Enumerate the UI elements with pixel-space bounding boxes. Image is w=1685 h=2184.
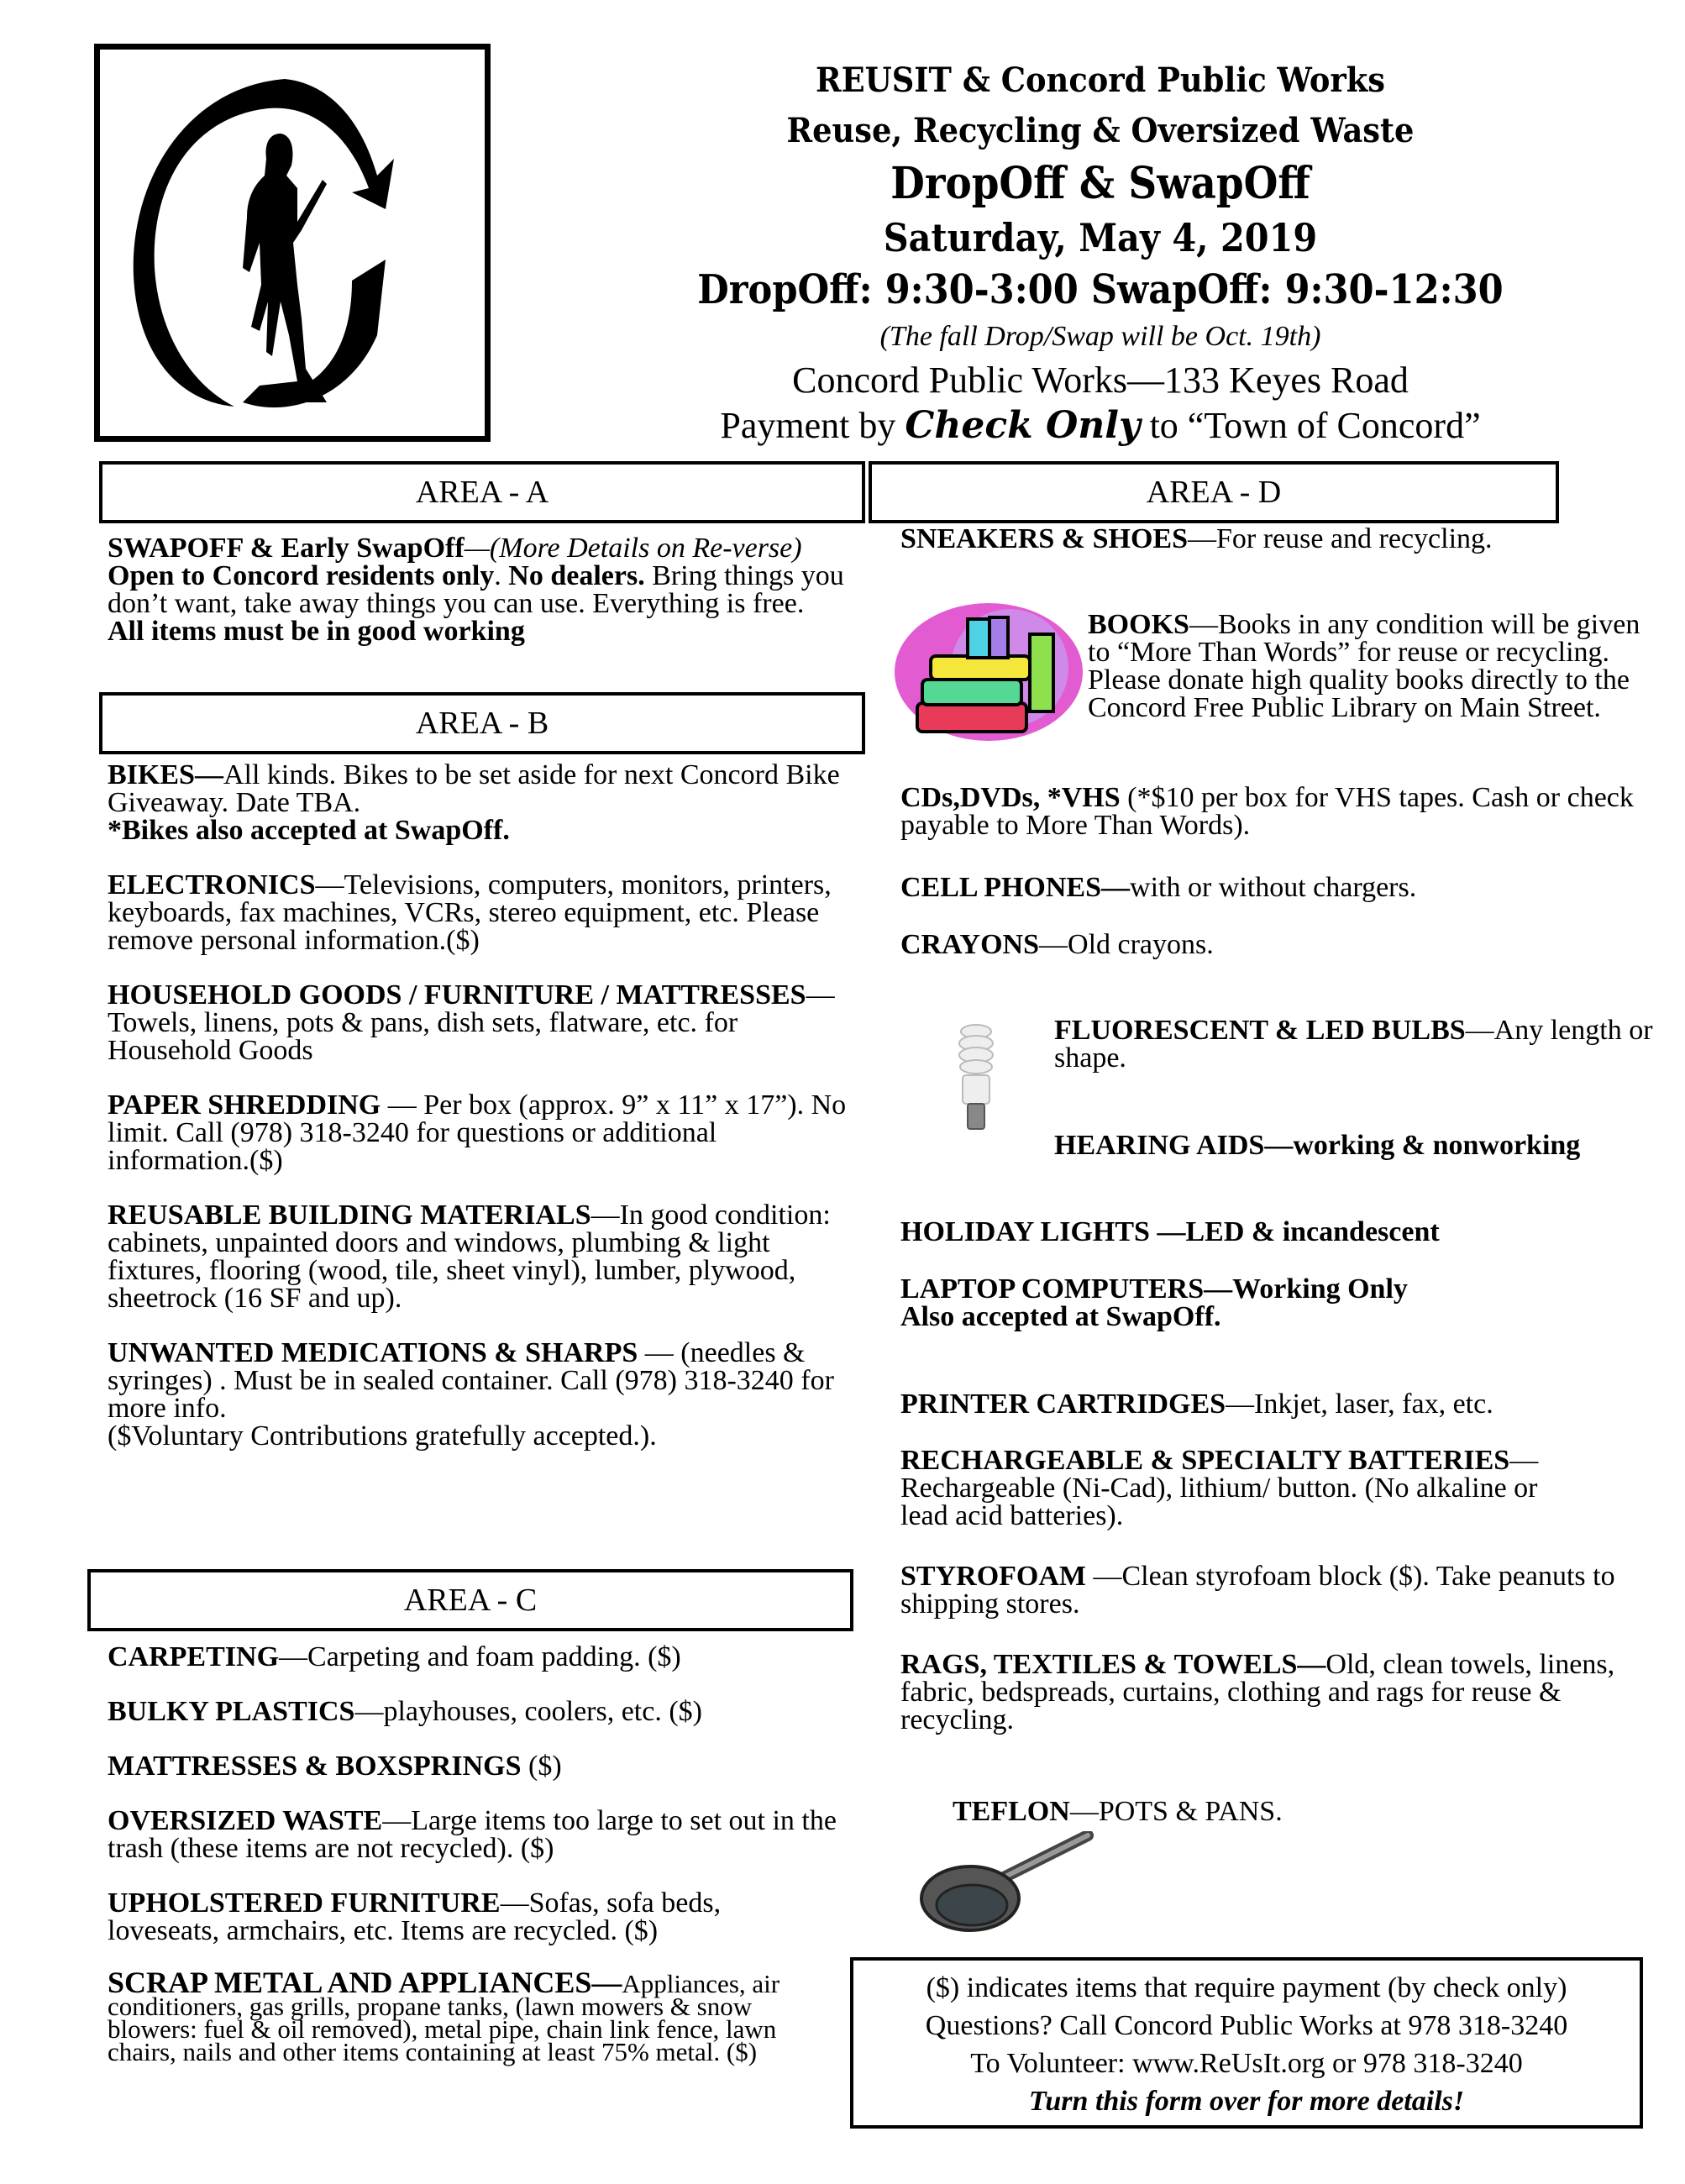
- item-oversized-waste: OVERSIZED WASTE—Large items too large to set out in the trash (these items are not recycled). ($): [108, 1805, 837, 1864]
- item-carpeting: CARPETING—Carpeting and foam padding. ($): [108, 1641, 681, 1672]
- item-medications-sharps: UNWANTED MEDICATIONS & SHARPS — (needles & syringes) . Must be in sealed container. Call (978) 318-3240 for more info. ($Voluntary Contributions gratefully accepted.).: [108, 1337, 834, 1452]
- item-bikes: BIKES—All kinds. Bikes to be set aside for next Concord Bike Giveaway. Date TBA. *Bikes also accepted at SwapOff.: [108, 759, 840, 846]
- check-only: Check Only: [905, 404, 1141, 447]
- area-a-heading: AREA - A: [99, 461, 865, 523]
- item-teflon: TEFLON—POTS & PANS.: [953, 1796, 1283, 1827]
- item-bulky-plastics: BULKY PLASTICS—playhouses, coolers, etc. ($): [108, 1696, 702, 1727]
- area-b-content: [108, 761, 863, 1477]
- area-b-heading: AREA - B: [99, 692, 865, 754]
- concord-logo: [94, 44, 491, 442]
- item-holiday-lights: HOLIDAY LIGHTS —LED & incandescent: [900, 1216, 1440, 1247]
- subtitle-line: Reuse, Recycling & Oversized Waste: [786, 111, 1415, 150]
- item-rags-textiles: RAGS, TEXTILES & TOWELS—Old, clean towels, linens, fabric, bedspreads, curtains, clothing and rags for reuse & recycling.: [900, 1649, 1615, 1735]
- fall-event-note: (The fall Drop/Swap will be Oct. 19th): [879, 321, 1321, 352]
- area-c-content: [108, 1643, 838, 2090]
- legend-box: [850, 1957, 1643, 2129]
- item-building-materials: REUSABLE BUILDING MATERIALS—In good condition: cabinets, unpainted doors and windows, plumbing & light fixtures, flooring (wood, tile, sheet vinyl), lumber, plywood, sheetrock (16 SF and up).: [108, 1200, 831, 1314]
- questions-contact: Questions? Call Concord Public Works at 978 318-3240: [925, 2010, 1568, 2041]
- item-upholstered-furniture: UPHOLSTERED FURNITURE—Sofas, sofa beds, loveseats, armchairs, etc. Items are recycled. ($): [108, 1887, 722, 1946]
- item-sneakers: SNEAKERS & SHOES—For reuse and recycling.: [900, 523, 1493, 554]
- payment-legend: ($) indicates items that require payment (by check only): [926, 1972, 1567, 2003]
- item-laptops: LAPTOP COMPUTERS—Working Only Also accepted at SwapOff.: [900, 1273, 1408, 1332]
- item-cds-dvds-vhs: CDs,DVDs, *VHS (*$10 per box for VHS tapes. Cash or check payable to More Than Words).: [900, 782, 1634, 841]
- event-location: Concord Public Works—133 Keyes Road: [792, 360, 1409, 401]
- event-hours: DropOff: 9:30-3:00 SwapOff: 9:30-12:30: [697, 266, 1504, 313]
- item-bulbs: FLUORESCENT & LED BULBS—Any length or shape.: [1054, 1015, 1653, 1074]
- item-hearing-aids: HEARING AIDS—working & nonworking: [1054, 1130, 1581, 1161]
- books-icon: [892, 601, 1085, 743]
- item-books: BOOKS—Books in any condition will be given to “More Than Words” for reuse or recycling. Please donate high quality books directly to the Concord Free Public Library on Main Street.: [1088, 609, 1640, 723]
- area-c-heading: AREA - C: [87, 1569, 853, 1631]
- turn-over-note: Turn this form over for more details!: [1028, 2086, 1465, 2117]
- item-batteries: RECHARGEABLE & SPECIALTY BATTERIES—Rechargeable (Ni-Cad), lithium/ button. (No alkaline or lead acid batteries).: [900, 1445, 1539, 1531]
- item-electronics: ELECTRONICS—Televisions, computers, monitors, printers, keyboards, fax machines, VCRs, stereo equipment, etc. Please remove personal information.($): [108, 869, 832, 956]
- item-cell-phones: CELL PHONES—with or without chargers.: [900, 872, 1417, 903]
- area-d-heading: AREA - D: [869, 461, 1559, 523]
- event-date: Saturday, May 4, 2019: [883, 215, 1318, 260]
- payment-note: Payment by Check Only to “Town of Concord”: [720, 404, 1481, 447]
- minuteman-c-logo-icon: [100, 50, 485, 436]
- item-household-goods: HOUSEHOLD GOODS / FURNITURE / MATTRESSES—Towels, linens, pots & pans, dish sets, flatware, etc. for Household Goods: [108, 979, 835, 1066]
- item-printer-cartridges: PRINTER CARTRIDGES—Inkjet, laser, fax, etc.: [900, 1389, 1493, 1420]
- swapoff-item: SWAPOFF & Early SwapOff—(More Details on Re-verse) Open to Concord residents only. No dealers. Bring things you don’t want, take away things you can use. Everything is free. All items must be in good working: [108, 533, 844, 647]
- item-mattresses: MATTRESSES & BOXSPRINGS ($): [108, 1751, 562, 1782]
- area-a-content: [108, 534, 847, 645]
- organizer-line: REUSIT & Concord Public Works: [815, 60, 1386, 100]
- cfl-bulb-icon: [951, 1023, 1001, 1134]
- event-title: DropOff & SwapOff: [890, 158, 1310, 209]
- volunteer-contact: To Volunteer: www.ReUsIt.org or 978 318-3240: [970, 2048, 1523, 2079]
- item-paper-shredding: PAPER SHREDDING — Per box (approx. 9” x 11” x 17”). No limit. Call (978) 318-3240 for questions or additional information.($): [108, 1089, 847, 1176]
- item-crayons: CRAYONS—Old crayons.: [900, 929, 1214, 960]
- flyer-header: [538, 55, 1663, 449]
- frying-pan-icon: [920, 1831, 1105, 1932]
- item-scrap-metal: SCRAP METAL AND APPLIANCES—Appliances, air conditioners, gas grills, propane tanks, (lawn mowers & snow blowers: fuel & oil removed), metal pipe, chain link fence, lawn chairs, nails and other items containing at least 75% metal. ($): [108, 1966, 780, 2066]
- item-styrofoam: STYROFOAM —Clean styrofoam block ($). Take peanuts to shipping stores.: [900, 1561, 1615, 1620]
